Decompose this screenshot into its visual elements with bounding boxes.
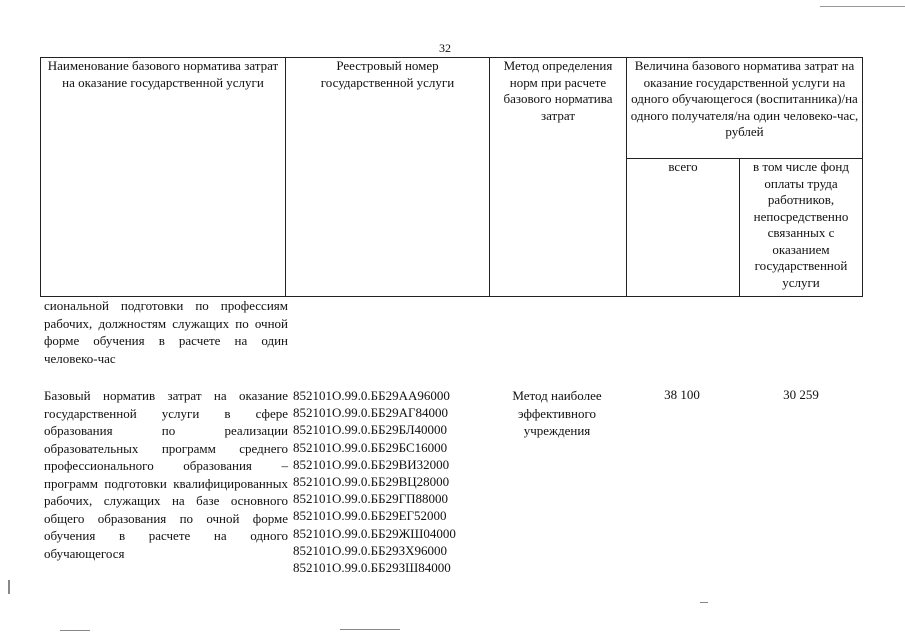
registry-code: 852101О.99.0.ББ29АА96000	[293, 388, 450, 403]
header-registry: Реестровый номер государственной услуги	[286, 58, 490, 297]
header-method: Метод определения норм при расчете базового норматива затрат	[490, 58, 627, 297]
scan-mark	[340, 629, 400, 630]
header-fot: в том числе фонд оплаты труда работников, непосредственно связанных с оказанием государственной услуги	[740, 159, 863, 297]
header-name: Наименование базового норматива затрат на оказание государственной услуги	[41, 58, 286, 297]
registry-code: 852101О.99.0.ББ29ВИ32000	[293, 456, 450, 472]
continued-row-text: сиональной подготовки по профессиям рабочих, должностям служащих по очной форме обучения в расчете на один человеко-час	[44, 298, 288, 366]
header-total: всего	[627, 159, 740, 297]
registry-code: 852101О.99.0.ББ29ВЦ28000	[293, 474, 450, 490]
registry-code: 852101О.99.0.ББ29ЖШ04000	[293, 525, 456, 541]
total-value: 38 100	[664, 387, 700, 402]
registry-code: 852101О.99.0.ББ29АГ84000	[293, 405, 448, 421]
registry-code: 852101О.99.0.ББ29БС16000	[293, 439, 448, 455]
registry-code: 852101О.99.0.ББ29ГП88000	[293, 491, 448, 507]
scan-mark	[60, 630, 90, 631]
norm-name: Базовый норматив затрат на оказание государственной услуги в сфере образования по реализации образовательных программ среднего профессионального образования – программ подготовки квалифицированных рабочих, служащих на базе основного общего образования по очной форме обучения в расчете на одного обучающегося	[44, 388, 288, 561]
registry-code: 852101О.99.0.ББ29БЛ40000	[293, 422, 448, 438]
scan-edge-line	[820, 6, 905, 7]
registry-codes	[293, 387, 493, 576]
scan-mark	[700, 602, 708, 603]
registry-code: 852101О.99.0.ББ29ЕГ52000	[293, 508, 447, 524]
page-number: 32	[439, 41, 451, 55]
method-value: Метод наиболее эффективного учреждения	[512, 388, 602, 438]
header-table	[40, 57, 863, 297]
scan-mark	[8, 580, 10, 594]
header-value: Величина базового норматива затрат на оказание государственной услуги на одного обучающегося (воспитанника)/на одного получателя/на один человеко-час, рублей	[627, 58, 863, 159]
fot-value: 30 259	[783, 387, 819, 402]
registry-code: 852101О.99.0.ББ29ЗХ96000	[293, 542, 447, 558]
registry-code: 852101О.99.0.ББ29ЗШ84000	[293, 560, 451, 576]
